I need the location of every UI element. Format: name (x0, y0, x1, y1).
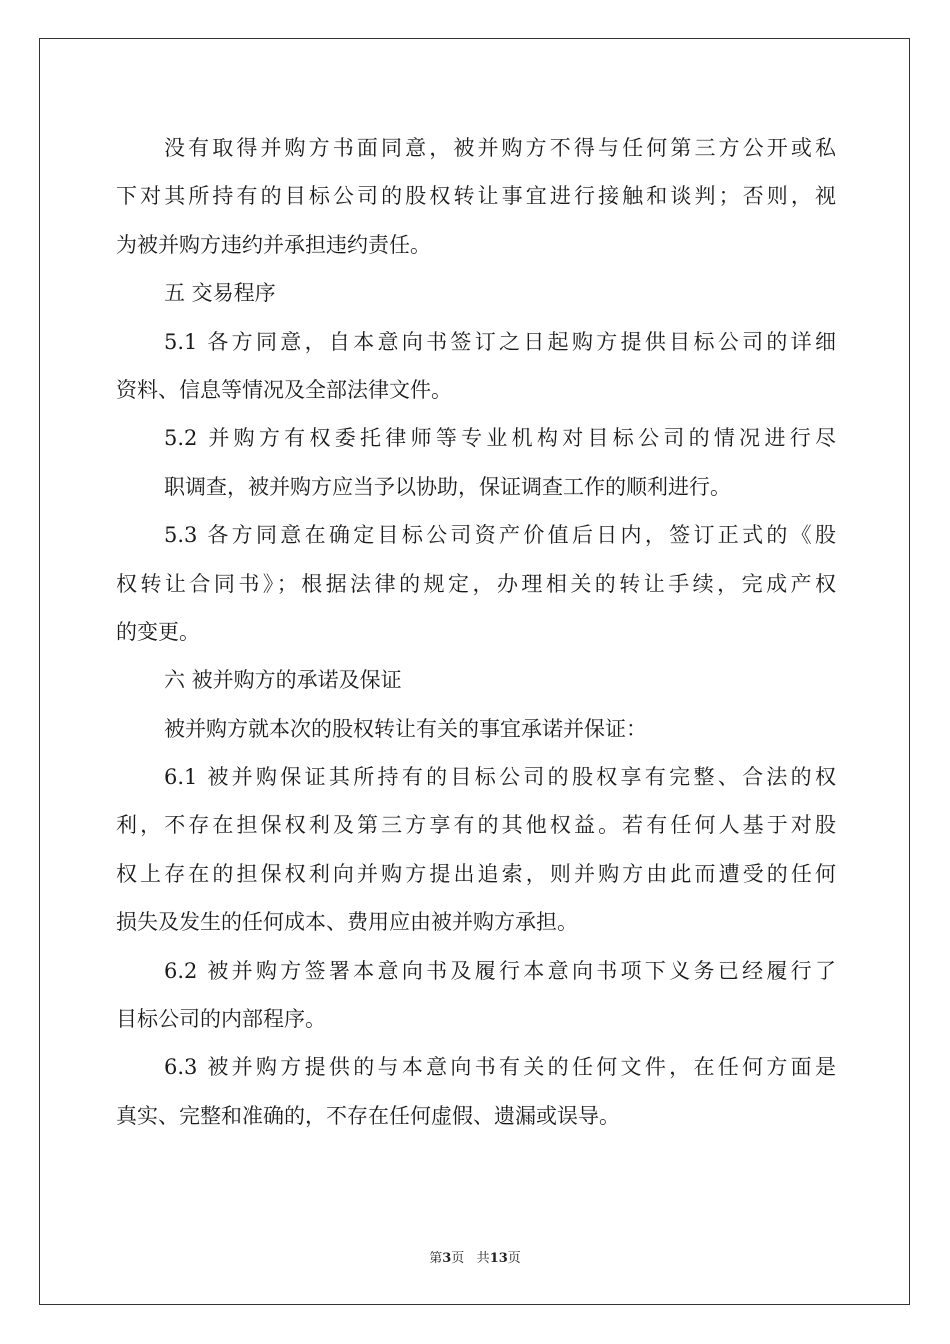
paragraph-line: 资料、信息等情况及全部法律文件。 (116, 377, 452, 402)
paragraph-line: 5.1 各方同意，自本意向书签订之日起购方提供目标公司的详细 (164, 329, 836, 354)
page-footer (0, 1247, 950, 1266)
document-body (116, 124, 836, 1140)
paragraph-line: 职调查，被并购方应当予以协助，保证调查工作的顺利进行。 (164, 474, 731, 499)
paragraph-line: 5.3 各方同意在确定目标公司资产价值后日内，签订正式的《股 (164, 523, 836, 548)
footer-page-suffix: 页 (451, 1251, 465, 1266)
footer-total-prefix: 共 (476, 1251, 490, 1266)
paragraph-line: 为被并购方违约并承担违约责任。 (116, 232, 431, 257)
paragraph-line: 5.2 并购方有权委托律师等专业机构对目标公司的情况进行尽 (164, 426, 836, 451)
paragraph-line: 权上存在的担保权利向并购方提出追索，则并购方由此而遭受的任何 (116, 861, 836, 886)
paragraph-line: 目标公司的内部程序。 (116, 1007, 326, 1032)
paragraph-line: 损失及发生的任何成本、费用应由被并购方承担。 (116, 910, 578, 935)
paragraph-line: 下对其所持有的目标公司的股权转让事宜进行接触和谈判；否则，视 (116, 184, 836, 209)
footer-page-prefix: 第 (429, 1251, 443, 1266)
paragraph-line: 6.2 被并购方签署本意向书及履行本意向书项下义务已经履行了 (164, 958, 836, 983)
section-heading: 五 交易程序 (164, 281, 276, 306)
footer-page-number: 3 (442, 1251, 452, 1266)
paragraph-line: 6.3 被并购方提供的与本意向书有关的任何文件，在任何方面是 (164, 1055, 836, 1080)
paragraph-line: 真实、完整和准确的，不存在任何虚假、遗漏或误导。 (116, 1103, 620, 1128)
paragraph-line: 没有取得并购方书面同意，被并购方不得与任何第三方公开或私 (164, 136, 836, 160)
paragraph-line: 权转让合同书》；根据法律的规定，办理相关的转让手续，完成产权 (116, 571, 836, 596)
paragraph-line: 被并购方就本次的股权转让有关的事宜承诺并保证： (164, 716, 647, 741)
footer-total-pages: 13 (489, 1251, 508, 1266)
footer-total-suffix: 页 (507, 1251, 521, 1266)
section-heading: 六 被并购方的承诺及保证 (164, 668, 402, 693)
paragraph-line: 6.1 被并购保证其所持有的目标公司的股权享有完整、合法的权 (164, 765, 836, 790)
paragraph-line: 的变更。 (116, 619, 200, 644)
paragraph-line: 利，不存在担保权利及第三方享有的其他权益。若有任何人基于对股 (116, 813, 836, 838)
